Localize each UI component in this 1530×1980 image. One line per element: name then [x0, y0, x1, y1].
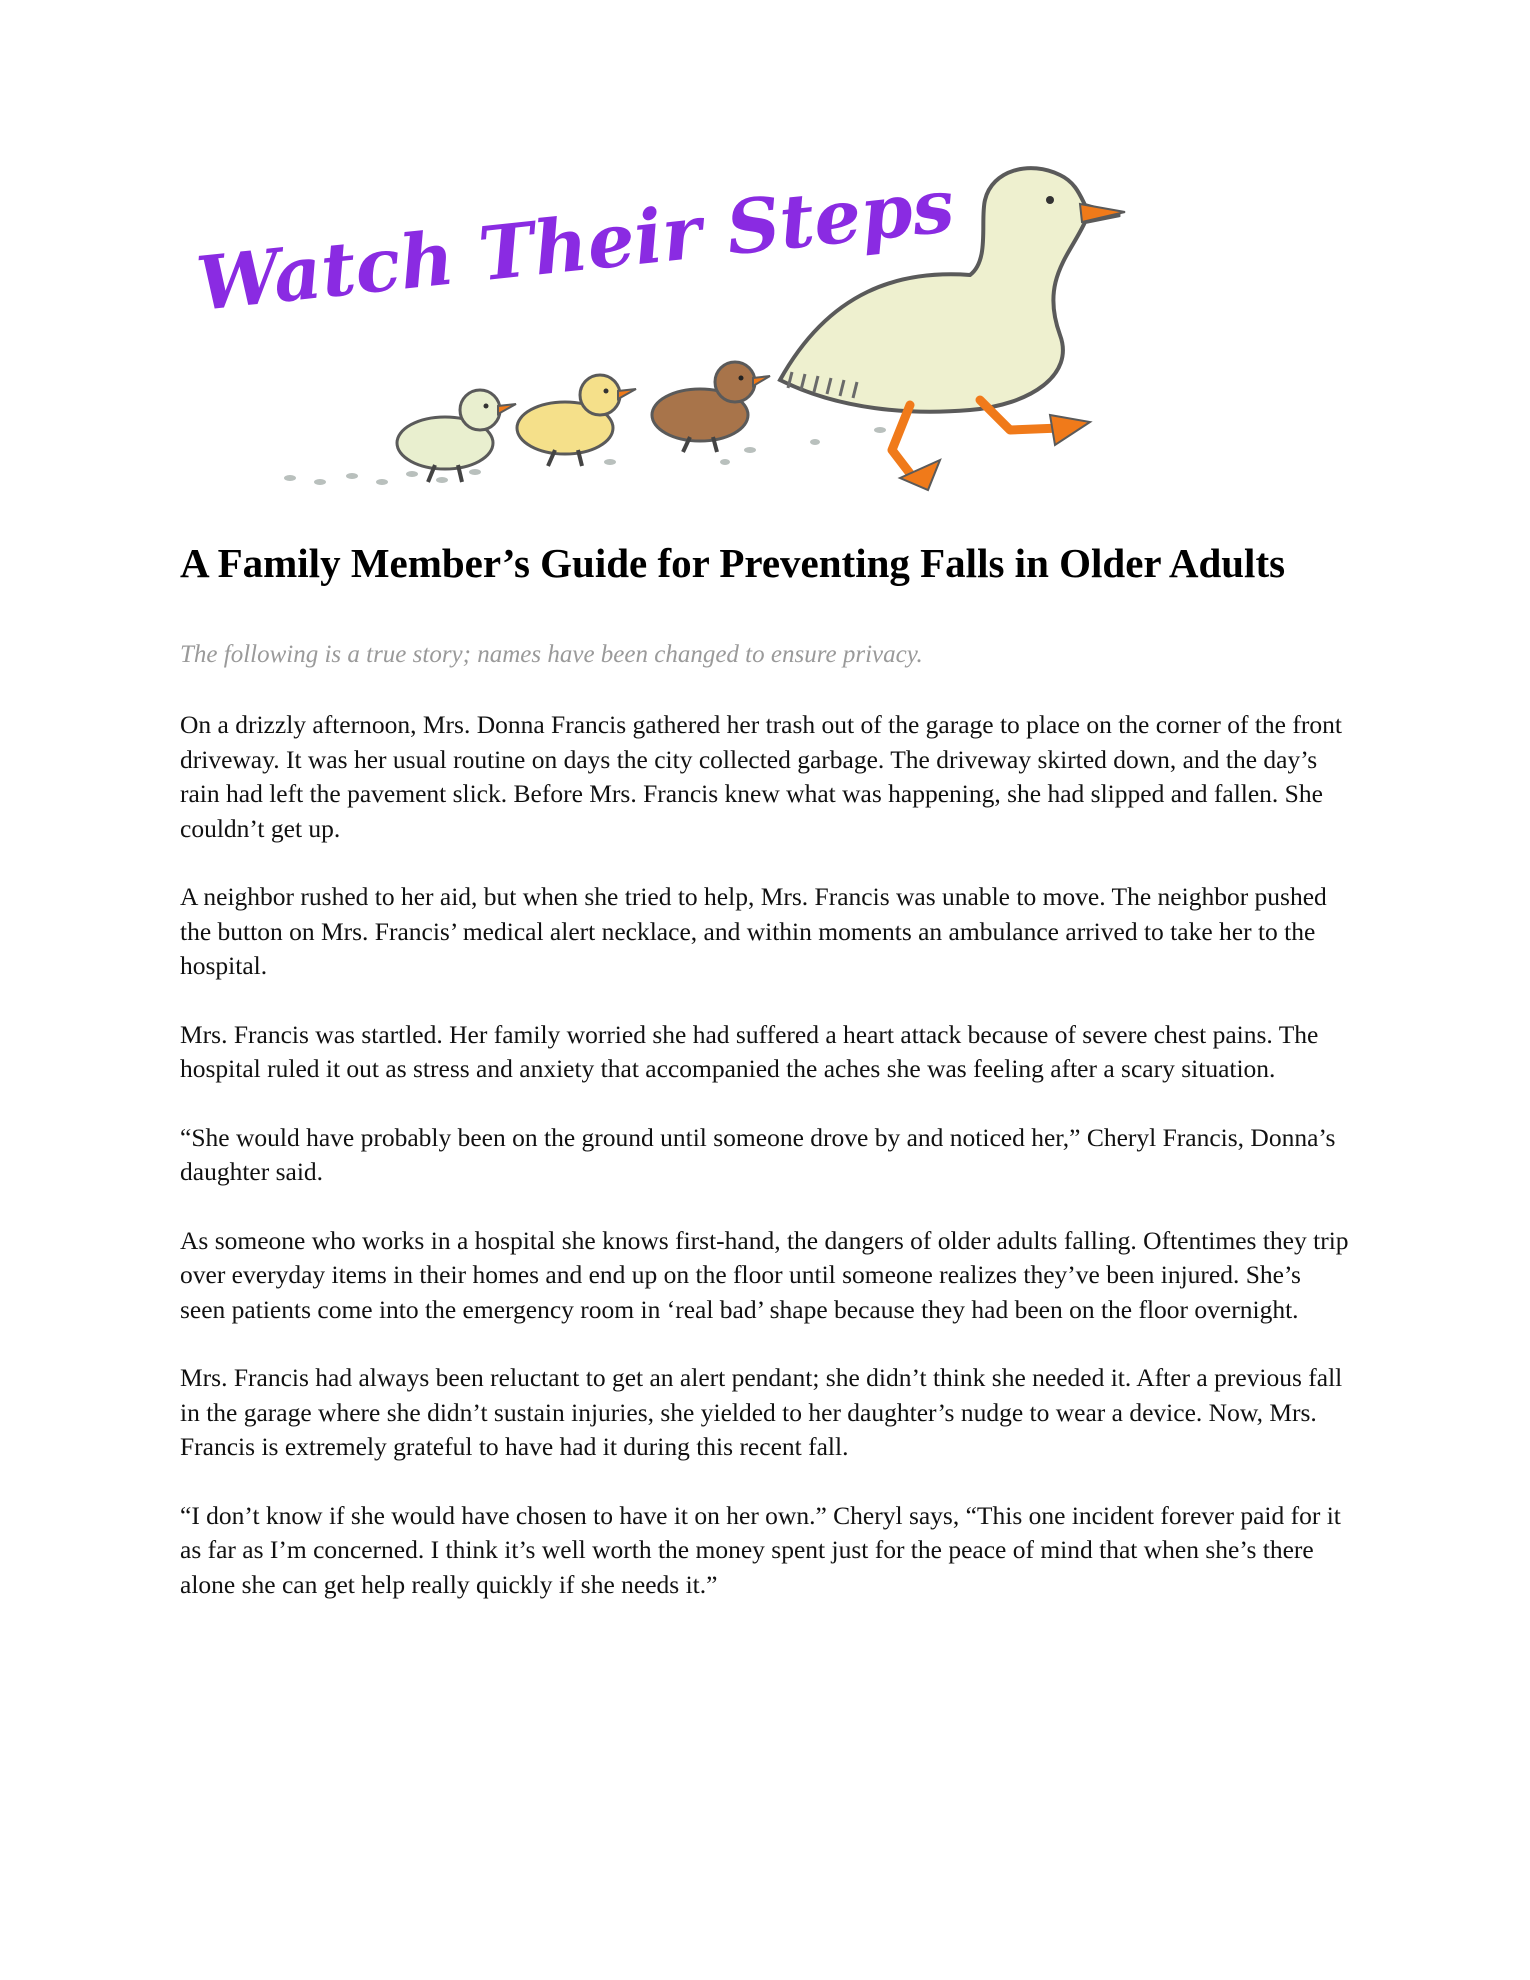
duckling-yellow-icon — [517, 375, 636, 466]
banner-title: Watch Their Steps — [192, 162, 959, 328]
paragraph-7: “I don’t know if she would have chosen to have it on her own.” Cheryl says, “This one incident forever paid for it as far as I’m concerned. I think it’s well worth the money spent just for the peace of mind that when she’s there alone she can get help really quickly if she needs it.” — [180, 1500, 1341, 1599]
header-banner — [180, 160, 1340, 500]
duckling-pale-icon — [397, 390, 516, 482]
paragraph-4: “She would have probably been on the ground until someone drove by and noticed her,” Cheryl Francis, Donna’s daughter said. — [180, 1122, 1336, 1186]
paragraph-1: On a drizzly afternoon, Mrs. Donna Francis gathered her trash out of the garage to place on the corner of the front driveway. It was her usual routine on days the city collected garbage. The driveway skirted down, and the day’s rain had left the pavement slick. Before Mrs. Francis knew what was happening, she had slipped and fallen. She couldn’t get up. — [180, 710, 1342, 843]
paragraph-3: Mrs. Francis was startled. Her family worried she had suffered a heart attack because of severe chest pains. The hospital ruled it out as stress and anxiety that accompanied the aches she was feeling after a scary situation. — [180, 1019, 1319, 1083]
intro-note: The following is a true story; names have been changed to ensure privacy. — [180, 641, 923, 668]
banner-illustration — [180, 160, 1340, 500]
paragraph-5: As someone who works in a hospital she knows first-hand, the dangers of older adults falling. Oftentimes they trip over everyday items in their homes and end up on the floor until someone realizes they’ve been injured. She’s seen patients come into the emergency room in ‘real bad’ shape because they had been on the floor overnight. — [180, 1225, 1349, 1324]
paragraph-6: Mrs. Francis had always been reluctant to get an alert pendant; she didn’t think she needed it. After a previous fall in the garage where she didn’t sustain injuries, she yielded to her daughter’s nudge to wear a device. Now, Mrs. Francis is extremely grateful to have had it during this recent fall. — [180, 1363, 1343, 1461]
paragraph-2: A neighbor rushed to her aid, but when she tried to help, Mrs. Francis was unable to move. The neighbor pushed the button on Mrs. Francis’ medical alert necklace, and within moments an ambulance arrived to take her to the hospital. — [180, 882, 1327, 980]
page-title: A Family Member’s Guide for Preventing Falls in Older Adults — [180, 540, 1286, 586]
duckling-brown-icon — [652, 362, 770, 452]
article — [180, 538, 1350, 1636]
